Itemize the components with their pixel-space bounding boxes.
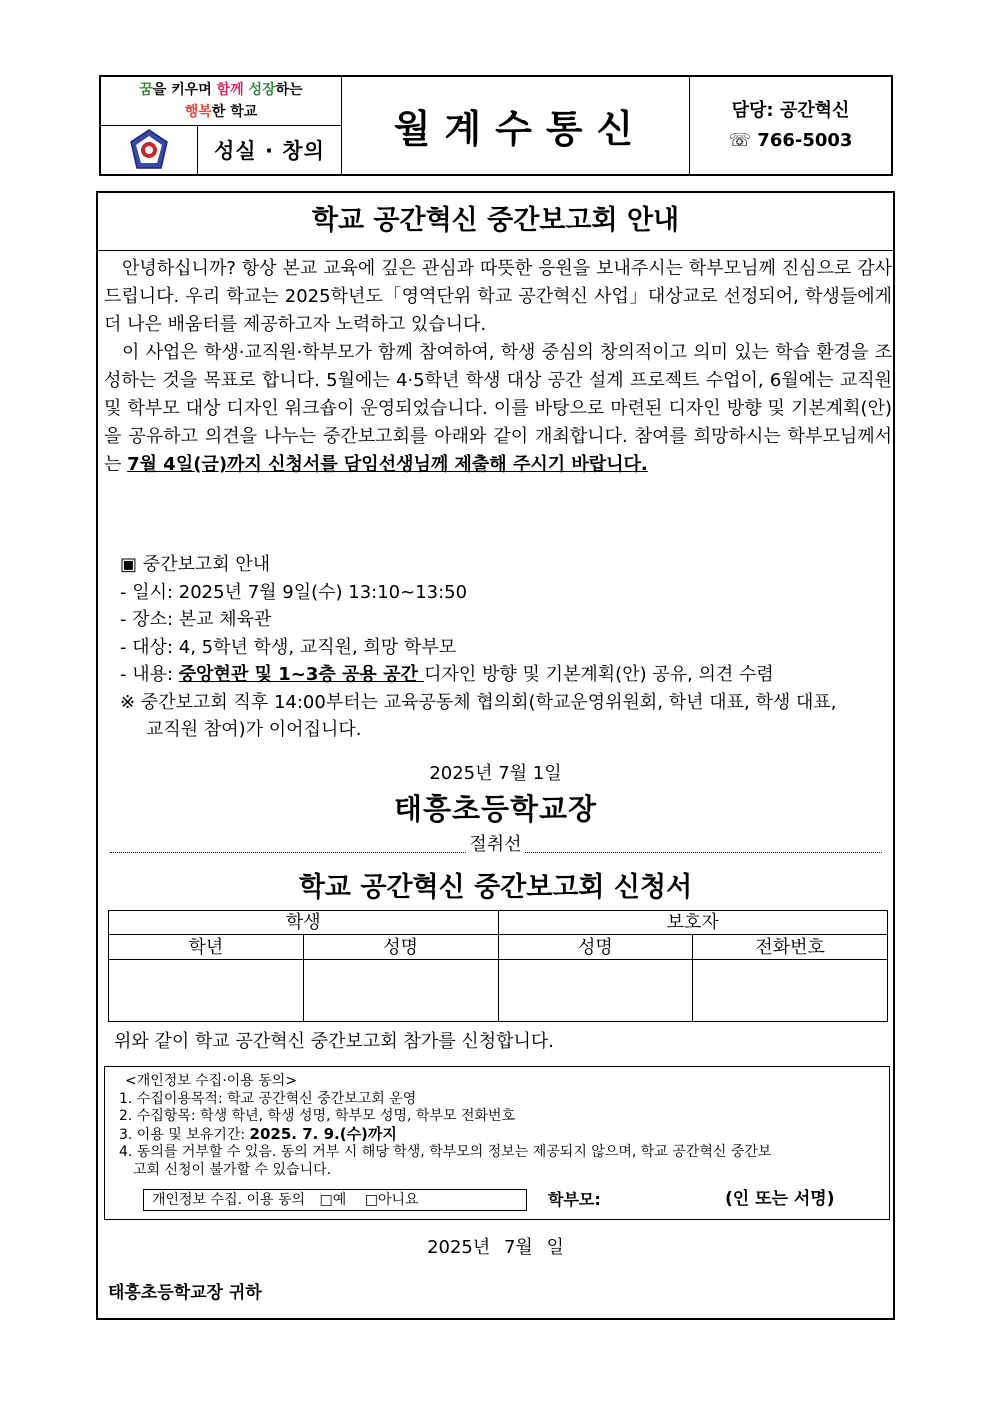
application-statement: 위와 같이 학교 공간혁신 중간보고회 참가를 신청합니다. <box>114 1031 554 1052</box>
motto-segment: 한 학교 <box>211 104 258 120</box>
project-paragraph <box>104 339 892 479</box>
header-left <box>101 77 342 174</box>
consent-row <box>143 1189 527 1211</box>
application-table <box>108 910 888 1022</box>
application-form-title: 학교 공간혁신 중간보고회 신청서 <box>298 872 693 903</box>
consent-yes-checkbox[interactable]: □예 <box>319 1192 347 1208</box>
info-content-rest: 디자인 방향 및 기본계획(안) 공유, 의견 수렴 <box>424 664 774 685</box>
info-header: ▣ 중간보고회 안내 <box>120 554 271 575</box>
consent-no-checkbox[interactable]: □아니요 <box>364 1192 419 1208</box>
privacy-item-3 <box>119 1126 889 1145</box>
contact-department: 담당: 공간혁신 <box>731 99 850 121</box>
emblem-row <box>101 126 341 174</box>
seal-or-signature-label: (인 또는 서명) <box>725 1189 835 1209</box>
school-motto <box>101 77 341 126</box>
info-date: - 일시: 2025년 7월 9일(수) 13:10~13:50 <box>120 581 468 603</box>
info-target: - 대상: 4, 5학년 학생, 교직원, 희망 학부모 <box>120 636 457 658</box>
cut-label-text: 절취선 <box>469 834 522 855</box>
principal-name: 태흥초등학교장 <box>393 792 598 826</box>
meeting-info <box>120 551 896 744</box>
phone-field[interactable] <box>693 960 888 1022</box>
motto-line-1 <box>101 79 341 101</box>
newsletter-header <box>99 75 893 176</box>
col-grade: 학년 <box>109 935 304 960</box>
group-guardian: 보호자 <box>498 911 888 935</box>
intro-paragraph: 안녕하십니까? 항상 본교 교육에 깊은 관심과 따뜻한 응원을 보내주시는 학부모님께 진심으로 감사드립니다. 우리 학교는 2025학년도「영역단위 학교 공간혁신 사업」대상교로 선정되어, 학생들에게 더 나은 배움터를 제공하고자 노력하고 있습니다. <box>104 258 892 335</box>
privacy-consent-box <box>104 1066 890 1220</box>
parent-signature-label: 학부모: <box>548 1190 601 1209</box>
grade-field[interactable] <box>109 960 304 1022</box>
core-values: 성실 · 창의 <box>214 139 325 163</box>
notice-title: 학교 공간혁신 중간보고회 안내 <box>98 193 893 251</box>
privacy-item-1: 1. 수집이용목적: 학교 공간혁신 중간보고회 운영 <box>119 1090 417 1107</box>
info-place: - 장소: 본교 체육관 <box>120 609 272 630</box>
motto-segment: 행복 <box>184 104 212 120</box>
group-student: 학생 <box>109 911 499 935</box>
school-emblem-icon <box>101 126 198 174</box>
privacy-title: <개인정보 수집·이용 동의> <box>125 1073 298 1089</box>
info-content-label: - 내용: <box>120 664 179 685</box>
contact-info <box>690 77 891 174</box>
motto-segment: 꿈 <box>139 82 153 98</box>
privacy-item-4: 4. 동의를 거부할 수 있음. 동의 거부 시 해당 학생, 학부모의 정보는 제공되지 않으며, 학교 공간혁신 중간보 <box>119 1144 772 1160</box>
motto-line-2 <box>101 101 341 123</box>
col-phone: 전화번호 <box>693 935 888 960</box>
info-content <box>120 661 896 689</box>
info-note-line-2: 교직원 참여)가 이어집니다. <box>146 719 362 740</box>
col-student-name: 성명 <box>303 935 498 960</box>
privacy-retention-period: 2025. 7. 9.(수)까지 <box>249 1124 397 1143</box>
privacy-item-4-cont: 고회 신청이 불가할 수 있습니다. <box>133 1161 332 1178</box>
consent-label: 개인정보 수집. 이용 동의 <box>152 1192 306 1208</box>
motto-segment: 을 키우며 <box>152 82 217 98</box>
info-content-highlight: 중앙현관 및 1~3층 공용 공간 <box>178 664 425 685</box>
col-guardian-name: 성명 <box>498 935 693 960</box>
notice-date: 2025년 7월 1일 <box>429 763 562 784</box>
cut-label <box>98 830 893 856</box>
motto-segment: 하는 <box>275 82 303 98</box>
guardian-name-field[interactable] <box>498 960 693 1022</box>
newsletter-title: 월계수통신 <box>342 77 690 174</box>
contact-phone: ☏ 766-5003 <box>728 129 853 151</box>
addressee: 태흥초등학교장 귀하 <box>108 1283 262 1303</box>
motto-segment: 성장 <box>248 82 276 98</box>
motto-segment: 함께 <box>216 82 244 98</box>
info-note-line-1: ※ 중간보고회 직후 14:00부터는 교육공동체 협의회(학교운영위원회, 학년 대표, 학생 대표, <box>120 691 837 713</box>
application-date: 2025년 7월 일 <box>427 1237 564 1258</box>
project-text: 이 사업은 학생·교직원·학부모가 함께 참여하여, 학생 중심의 창의적이고 의미 있는 학습 환경을 조성하는 것을 목표로 합니다. 5월에는 4·5학년 학생 대상 공간 설계 프로젝트 수업이, 6월에는 교직원 및 학부모 대상 디자인 워크숍이 운영되었습니다. 이를 바탕으로 마련된 디자인 방향 및 기본계획(안)을 공유하고 의견을 나누는 중간보고회를 아래와 같이 개최합니다. 참여를 희망하시는 학부모님께서는 <box>104 342 892 475</box>
deadline-text: 7월 4일(금)까지 신청서를 담임선생님께 제출해 주시기 바랍니다. <box>127 454 648 475</box>
notice-body <box>96 191 895 1320</box>
privacy-item-2: 2. 수집항목: 학생 학년, 학생 성명, 학부모 성명, 학부모 전화번호 <box>119 1108 516 1124</box>
privacy-item-3-label: 3. 이용 및 보유기간: <box>119 1126 250 1143</box>
student-name-field[interactable] <box>303 960 498 1022</box>
